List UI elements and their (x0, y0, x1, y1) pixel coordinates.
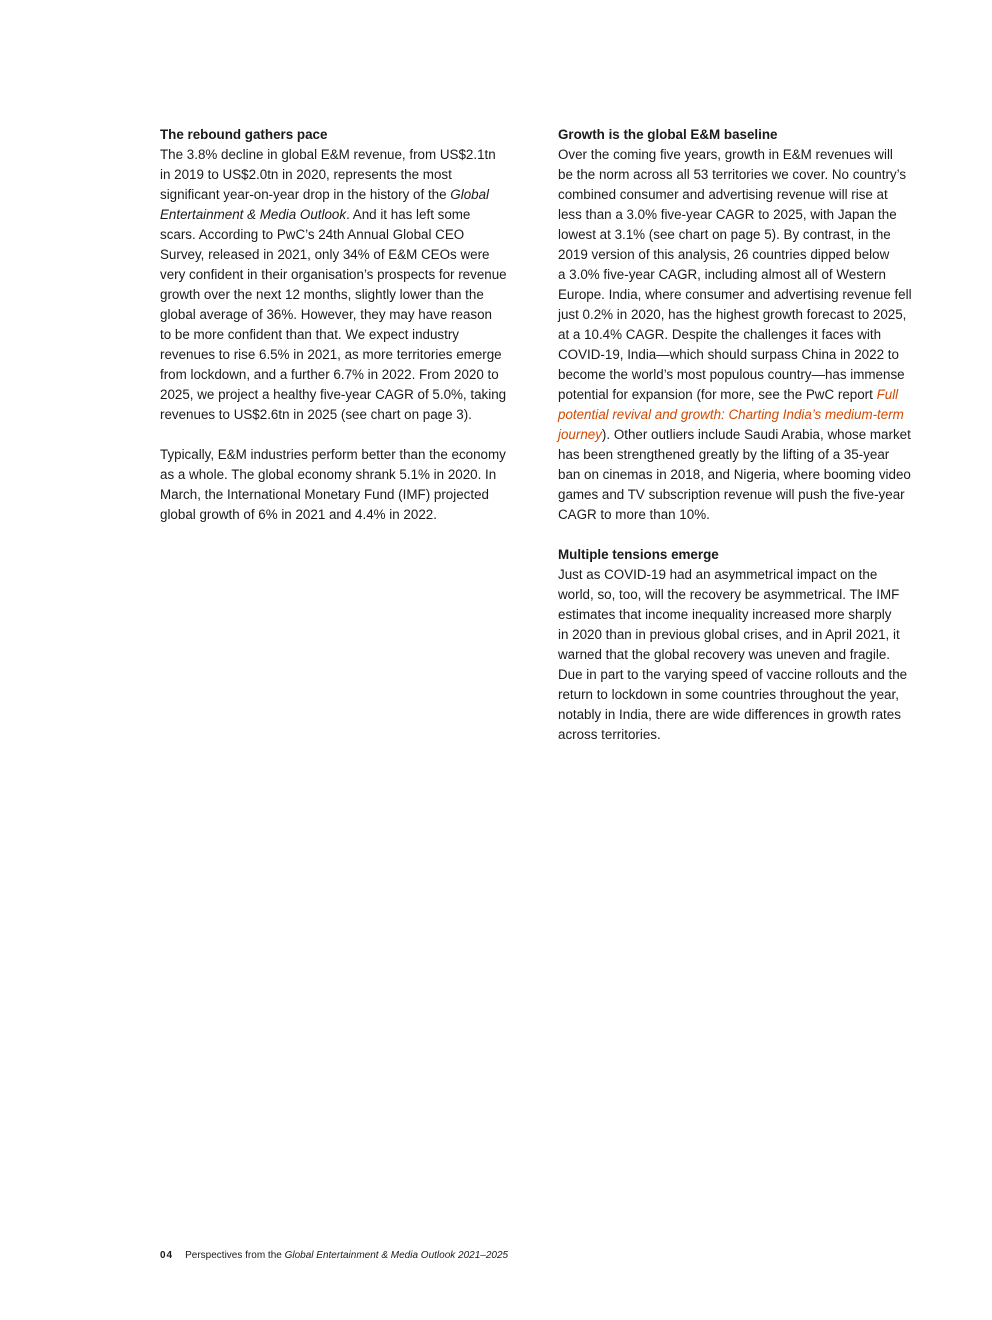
text-line: as a whole. The global economy shrank 5.1% in 2020. In (160, 467, 497, 482)
footer-publication-title: Global Entertainment & Media Outlook 2021–2025 (284, 1250, 509, 1261)
report-link[interactable]: journey (558, 427, 602, 442)
page-number: 04 (160, 1250, 174, 1261)
text-line: revenues to rise 6.5% in 2021, as more territories emerge (160, 347, 502, 362)
text-line: games and TV subscription revenue will push the five-year (558, 487, 905, 502)
text-line (558, 405, 936, 425)
text-line: at a 10.4% CAGR. Despite the challenges it faces with (558, 327, 882, 342)
text-line (558, 425, 936, 445)
text-line: global average of 36%. However, they may have reason (160, 307, 492, 322)
text-line: in 2020 than in previous global crises, and in April 2021, it (558, 627, 900, 642)
section-heading-growth: Growth is the global E&M baseline (558, 127, 778, 142)
text-line: 2019 version of this analysis, 26 countries dipped below (558, 247, 890, 262)
text-line: combined consumer and advertising revenue will rise at (558, 187, 888, 202)
text-line: warned that the global recovery was uneven and fragile. (558, 647, 890, 662)
text-line: become the world’s most populous country—has immense (558, 367, 905, 382)
text-line: world, so, too, will the recovery be asymmetrical. The IMF (558, 587, 900, 602)
text-line: CAGR to more than 10%. (558, 507, 710, 522)
page-footer (160, 1249, 508, 1263)
text-line: global growth of 6% in 2021 and 4.4% in 2022. (160, 507, 437, 522)
paragraph-growth (558, 145, 936, 525)
text-line: Europe. India, where consumer and advertising revenue fell (558, 287, 912, 302)
paragraph-tensions (558, 565, 936, 745)
text-line: return to lockdown in some countries throughout the year, (558, 687, 899, 702)
text-line: Due in part to the varying speed of vaccine rollouts and the (558, 667, 908, 682)
italic-text: Entertainment & Media Outlook (160, 207, 347, 222)
text-line: Survey, released in 2021, only 34% of E&M CEOs were (160, 247, 490, 262)
text-line: 2025, we project a healthy five-year CAGR of 5.0%, taking (160, 387, 507, 402)
text-line: The 3.8% decline in global E&M revenue, from US$2.1tn (160, 147, 496, 162)
left-column (160, 125, 535, 525)
report-link[interactable]: Full (876, 387, 899, 402)
text-line (160, 185, 535, 205)
text-line: Typically, E&M industries perform better than the economy (160, 447, 506, 462)
text-line: just 0.2% in 2020, has the highest growth forecast to 2025, (558, 307, 907, 322)
text-line: from lockdown, and a further 6.7% in 2022. From 2020 to (160, 367, 499, 382)
text-line: estimates that income inequality increased more sharply (558, 607, 892, 622)
text-line: March, the International Monetary Fund (IMF) projected (160, 487, 489, 502)
text-line: notably in India, there are wide differences in growth rates (558, 707, 901, 722)
text-line (160, 205, 535, 225)
text-line: across territories. (558, 727, 661, 742)
paragraph-rebound (160, 145, 535, 425)
italic-text: Global (450, 187, 490, 202)
text-line: a 3.0% five-year CAGR, including almost all of Western (558, 267, 886, 282)
report-link[interactable]: potential revival and growth: Charting India’s medium-term (558, 407, 904, 422)
section-heading-tensions: Multiple tensions emerge (558, 547, 719, 562)
text-line: to be more confident than that. We expect industry (160, 327, 459, 342)
text-line: ban on cinemas in 2018, and Nigeria, where booming video (558, 467, 911, 482)
section-heading-rebound: The rebound gathers pace (160, 127, 328, 142)
footer-text: Perspectives from the (185, 1250, 285, 1261)
paragraph-economy (160, 445, 535, 525)
text-run: . And it has left some (346, 207, 471, 222)
text-line: lowest at 3.1% (see chart on page 5). By contrast, in the (558, 227, 891, 242)
text-line: less than a 3.0% five-year CAGR to 2025, with Japan the (558, 207, 897, 222)
text-line: be the norm across all 53 territories we cover. No country’s (558, 167, 907, 182)
text-line: Just as COVID-19 had an asymmetrical impact on the (558, 567, 878, 582)
text-line: growth over the next 12 months, slightly lower than the (160, 287, 484, 302)
text-run: potential for expansion (for more, see the PwC report (558, 387, 873, 402)
text-line: COVID-19, India—which should surpass China in 2022 to (558, 347, 899, 362)
text-line (558, 385, 936, 405)
right-column (558, 125, 936, 745)
text-run: ). Other outliers include Saudi Arabia, whose market (601, 427, 911, 442)
text-line: in 2019 to US$2.0tn in 2020, represents the most (160, 167, 452, 182)
text-line: Over the coming five years, growth in E&M revenues will (558, 147, 893, 162)
text-run: significant year-on-year drop in the history of the (160, 187, 447, 202)
text-line: scars. According to PwC’s 24th Annual Global CEO (160, 227, 465, 242)
text-line: has been strengthened greatly by the lifting of a 35-year (558, 447, 890, 462)
text-line: revenues to US$2.6tn in 2025 (see chart on page 3). (160, 407, 472, 422)
text-line: very confident in their organisation’s prospects for revenue (160, 267, 507, 282)
